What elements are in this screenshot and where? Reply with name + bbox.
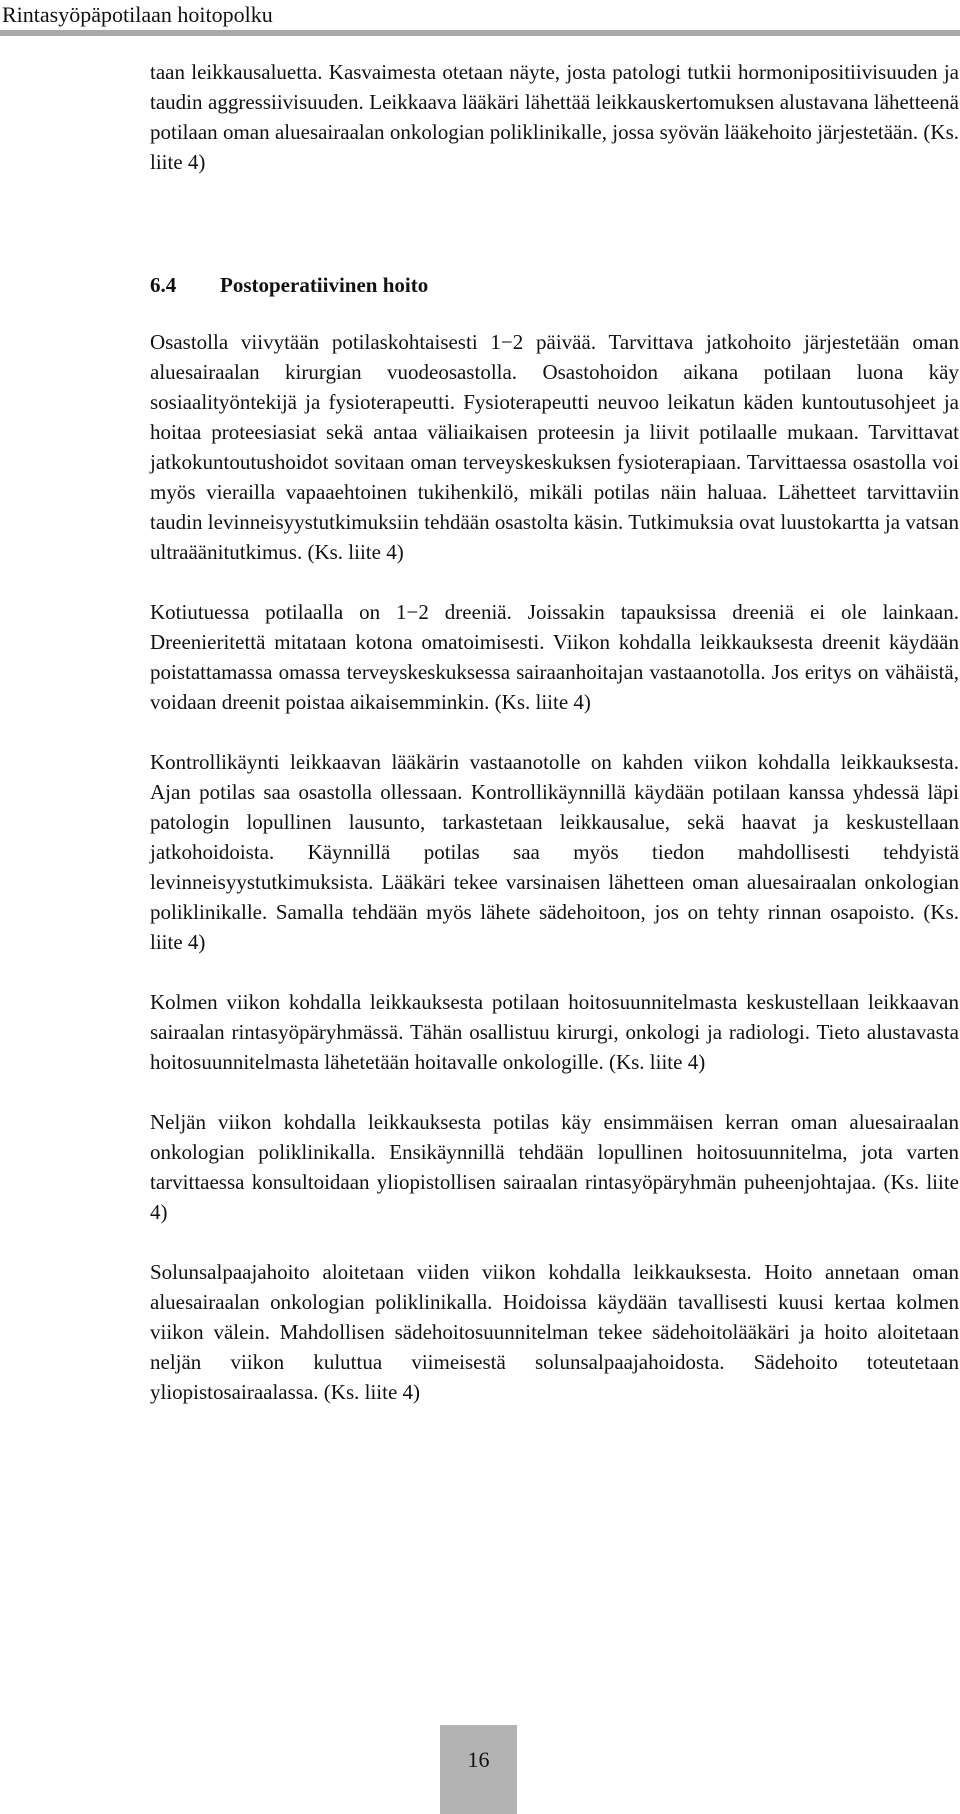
paragraph-drains: Kotiutuessa potilaalla on 1−2 dreeniä. Joissakin tapauksissa dreeniä ei ole lainkaan. Dreenieritettä mitataan kotona omatoimisesti. Viikon kohdalla leikkauksesta dreenit käydään poistattamassa omassa terveyskeskuksessa sairaanhoitajan vastaanotolla. Jos eritys on vähäistä, voidaan dreenit poistaa aikaisemminkin. (Ks. liite 4)	[150, 600, 959, 714]
section-title: Postoperatiivinen hoito	[220, 273, 429, 297]
section-number: 6.4	[150, 273, 177, 297]
page-number: 16	[467, 1747, 490, 1772]
page-number-box	[440, 1725, 517, 1814]
paragraph-treatment-plan: Kolmen viikon kohdalla leikkauksesta potilaan hoitosuunnitelmasta keskustellaan leikkaavan sairaalan rintasyöpäryhmässä. Tähän osallistuu kirurgi, onkologi ja radiologi. Tieto alustavasta hoitosuunnitelmasta lähetetään hoitavalle onkologille. (Ks. liite 4)	[150, 990, 959, 1074]
intro-paragraph: taan leikkausaluetta. Kasvaimesta otetaan näyte, josta patologi tutkii hormonipositiivisuuden ja taudin aggressiivisuuden. Leikkaava lääkäri lähettää leikkauskertomuksen alustavana lähetteenä potilaan oman aluesairaalan onkologian poliklinikalle, jossa syövän lääkehoito järjestetään. (Ks. liite 4)	[150, 60, 959, 174]
paragraph-control-visit: Kontrollikäynti leikkaavan lääkärin vastaanotolle on kahden viikon kohdalla leikkauksesta. Ajan potilas saa osastolla ollessaan. Kontrollikäynnillä käydään potilaan kanssa yhdessä läpi patologin lopullinen lausunto, tarkastetaan leikkausalue, sekä haavat ja keskustellaan jatkohoidoista. Käynnillä potilas saa myös tiedon mahdollisesti tehdyistä levinneisyystutkimuksista. Lääkäri tekee varsinaisen lähetteen oman aluesairaalan onkologian poliklinikalle. Samalla tehdään myös lähete sädehoitoon, jos on tehty rinnan osapoisto. (Ks. liite 4)	[150, 750, 959, 954]
document-title: Rintasyöpäpotilaan hoitopolku	[2, 2, 273, 27]
header-rule	[0, 30, 960, 36]
intro-block	[150, 57, 959, 177]
section-heading	[150, 270, 428, 300]
paragraph-chemotherapy: Solunsalpaajahoito aloitetaan viiden viikon kohdalla leikkauksesta. Hoito annetaan oman aluesairaalan onkologian poliklinikalla. Hoidoissa käydään tavallisesti kuusi kertaa kolmen viikon välein. Mahdollisen sädehoitosuunnitelman tekee sädehoitolääkäri ja hoito aloitetaan neljän viikon kuluttua viimeisestä solunsalpaajahoidosta. Sädehoito toteutetaan yliopistosairaalassa. (Ks. liite 4)	[150, 1260, 959, 1404]
paragraph-oncology-visit: Neljän viikon kohdalla leikkauksesta potilas käy ensimmäisen kerran oman aluesairaalan onkologian poliklinikalla. Ensikäynnillä tehdään lopullinen hoitosuunnitelma, jota varten tarvittaessa konsultoidaan yliopistollisen sairaalan rintasyöpäryhmän puheenjohtajaa. (Ks. liite 4)	[150, 1110, 959, 1224]
running-header	[0, 0, 960, 36]
paragraph-postop-ward: Osastolla viivytään potilaskohtaisesti 1−2 päivää. Tarvittava jatkohoito järjestetään oman aluesairaalan kirurgian vuodeosastolla. Osastohoidon aikana potilaan luona käy sosiaalityöntekijä ja fysioterapeutti. Fysioterapeutti neuvoo leikatun käden kuntoutusohjeet ja hoitaa proteesiasiat sekä antaa väliaikaisen proteesin ja liivit potilaalle mukaan. Tarvittavat jatkokuntoutushoidot sovitaan oman terveyskeskuksen fysioterapiaan. Tarvittaessa osastolla voi myös vierailla vapaaehtoinen tukihenkilö, mikäli potilas näin haluaa. Lähetteet tarvittaviin taudin levinneisyystutkimuksiin tehdään osastolta käsin. Tutkimuksia ovat luustokartta ja vatsan ultraäänitutkimus. (Ks. liite 4)	[150, 330, 959, 564]
section-body	[150, 327, 959, 1407]
